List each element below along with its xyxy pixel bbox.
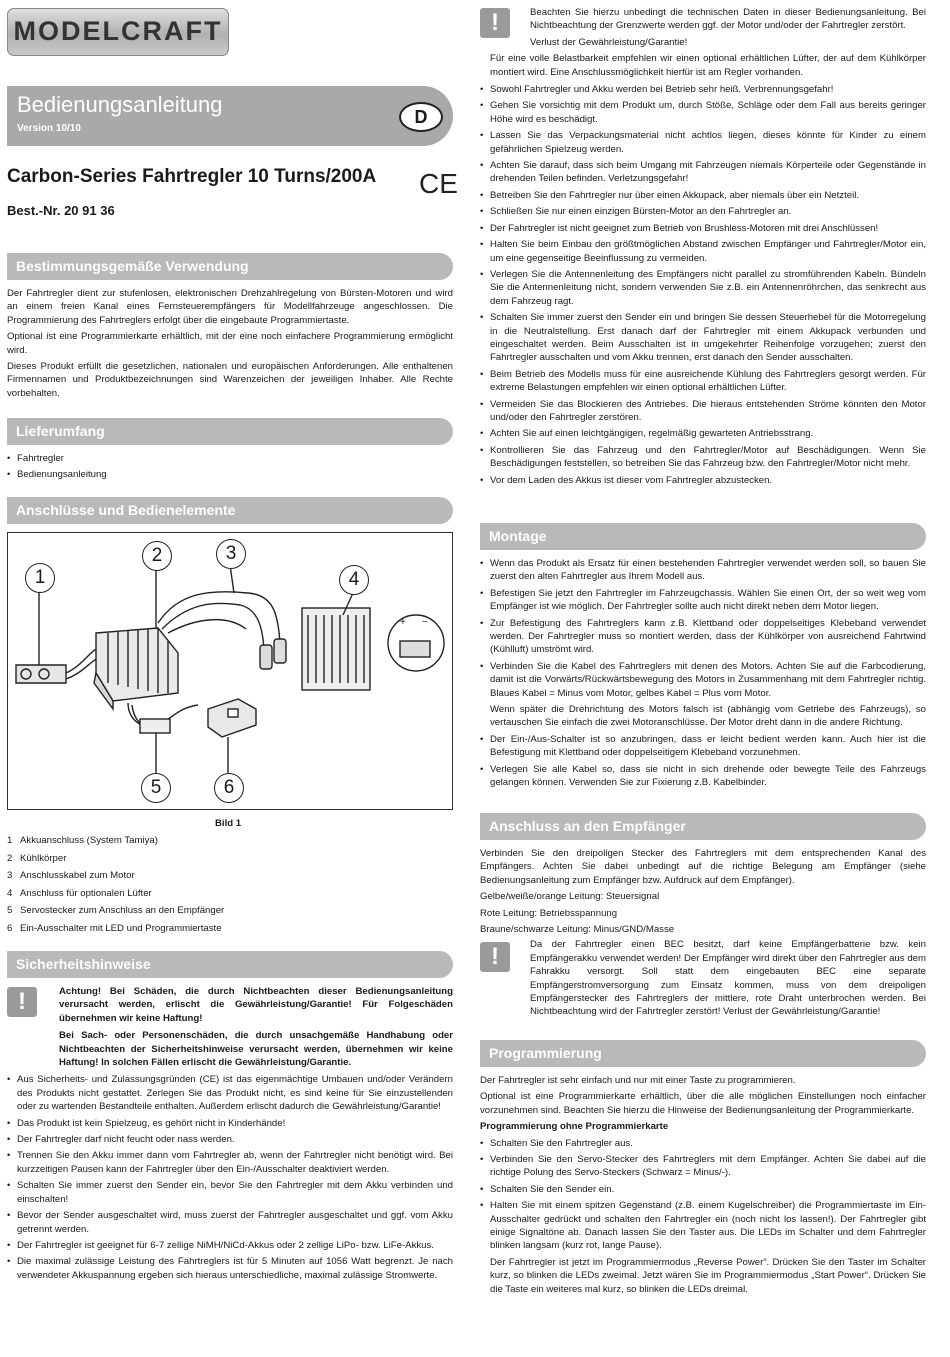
list-item: • Halten Sie mit einem spitzen Gegenstand (z.B. einem Kugelschreiber) die Programmiertaste im Ein-Ausschalter gedrückt und schalten den Fahrtregler ein (noch nicht los lassen!). Der Fahrtregler gibt einige Signaltöne ab. Danach lassen Sie den Taster aus. Die LEDs im Schalter und dem Fahrtregler blinken langsam (kurz rot, lange Pause). — [480, 1199, 926, 1253]
callout-2: 2 — [142, 541, 172, 571]
list-item: • Halten Sie beim Einbau den größtmöglichen Abstand zwischen Empfänger und Fahrtregler/Motor ein, um eine gegenseitige Beeinflussung zu vermeiden. — [480, 238, 926, 265]
callout-5: 5 — [141, 773, 171, 803]
list-item: • Beim Betrieb des Modells muss für eine ausreichende Kühlung des Fahrtreglers gesorgt werden. Für extreme Belastungen empfehlen wir einen optional erhältlichen Lüfter. — [480, 368, 926, 395]
section-connections — [7, 497, 453, 524]
paragraph: Wenn später die Drehrichtung des Motors falsch ist (abhängig vom Getriebe des Fahrzeugs), so vertauschen Sie einfach die zwei Motoranschlüsse. Der Motor dreht dann in die andere Richtung. — [490, 704, 926, 729]
list-item: 3 Anschlusskabel zum Motor — [7, 870, 135, 881]
title-banner — [7, 86, 453, 146]
warning-icon: ! — [7, 987, 37, 1017]
section-safety — [7, 951, 453, 1285]
list-item: • Schalten Sie den Sender ein. — [480, 1183, 926, 1196]
paragraph: Verbinden Sie den dreipoligen Stecker des Fahrtreglers mit dem entsprechenden Kanal des Empfängers. Achten Sie dabei unbedingt auf die richtige Belegung am Empfänger (siehe Bedienungsanleitung zum Empfänger bzw. Aufdruck auf dem Empfänger). — [480, 848, 926, 886]
section-heading: Bestimmungsgemäße Verwendung — [7, 253, 453, 280]
list-item: • Trennen Sie den Akku immer dann vom Fahrtregler ab, wenn der Fahrtregler nicht benötigt wird. Bei kurzzeitigen Pausen kann der Fahrtregler über den Ein-/Ausschalter deaktiviert werden. — [7, 1149, 453, 1176]
callout-3: 3 — [216, 539, 246, 569]
section-programming — [480, 1040, 926, 1296]
callout-4: 4 — [339, 565, 369, 595]
version-label: Version 10/10 — [17, 123, 81, 134]
list-item: • Sowohl Fahrtregler und Akku werden bei Betrieb sehr heiß. Verbrennungsgefahr! — [480, 83, 926, 96]
language-badge: D — [399, 102, 443, 132]
figure-esc-diagram — [7, 532, 453, 810]
section-scope-of-delivery — [7, 418, 453, 485]
list-item: • Achten Sie darauf, dass sich beim Umgang mit Fahrzeugen niemals Körperteile oder Gegenstände in drehenden Teilen befinden. Verletzungsgefahr! — [480, 159, 926, 186]
paragraph: Dieses Produkt erfüllt die gesetzlichen, nationalen und europäischen Anforderungen. Alle enthaltenen Firmennamen und Produktbezeichnungen sind Warenzeichen der jeweiligen Inhaber. Alle Rechte vorbehalten. — [7, 361, 453, 399]
brand-logo-text: MODELCRAFT — [13, 16, 223, 46]
warning-text: Beachten Sie hierzu unbedingt die technischen Daten in dieser Bedienungsanleitung. Bei Nichtbeachtung der Grenzwerte werden ggf. der Motor und/oder der Fahrtregler zerstört. — [530, 7, 926, 32]
list-item: • Betreiben Sie den Fahrtregler nur über einen Akkupack, aber niemals über ein Netzteil. — [480, 189, 926, 202]
list-item: • Schalten Sie immer zuerst den Sender ein, bevor Sie den Fahrtregler mit dem Akku verbinden und einschalten! — [7, 1179, 453, 1206]
paragraph: Der Fahrtregler ist sehr einfach und nur mit einer Taste zu programmieren. — [480, 1075, 796, 1086]
paragraph: Für eine volle Belastbarkeit empfehlen wir einen optional erhältlichen Lüfter, der auf dem Kühlkörper montiert wird. Eine Anschlussmöglichkeit hierfür ist am Regler vorhanden. — [490, 53, 926, 78]
warning-text: Verlust der Gewährleistung/Garantie! — [530, 36, 688, 48]
list-item: • Lassen Sie das Verpackungsmaterial nicht achtlos liegen, dieses könnte für Kinder zu einem gefährlichen Spielzeug werden. — [480, 129, 926, 156]
list-item: • Bevor der Sender ausgeschaltet wird, muss zuerst der Fahrtregler ausgeschaltet und ggf. vom Akku getrennt werden. — [7, 1209, 453, 1236]
callout-1: 1 — [25, 563, 55, 593]
section-intended-use — [7, 253, 453, 400]
list-item: • Vor dem Laden des Akkus ist dieser vom Fahrtregler abzustecken. — [480, 474, 926, 487]
warning-text: Da der Fahrtregler einen BEC besitzt, darf keine Empfängerbatterie bzw. kein Empfängerakku verwendet werden! Der Empfänger wird direkt über den Fahrtregler aus dem Fahrakku versorgt. Soll statt dem eingebauten BEC eine separate Empfängerstromversorgung zum Einsatz kommen, muss von dem dreipoligen Empfängerstecker des Fahrtreglers der mittlere, rote Draht unterbrochen werden. Bei Nichtbeachtung wird der Fahrtregler zerstört! Verlust der Gewährleistung/Garantie! — [530, 939, 926, 1018]
wire-brown: Braune/schwarze Leitung: Minus/GND/Masse — [480, 924, 675, 936]
section-heading: Sicherheitshinweise — [7, 951, 453, 978]
document-title: Bedienungsanleitung — [17, 92, 223, 117]
list-item: 2 Kühlkörper — [7, 852, 67, 864]
list-item: • Der Ein-/Aus-Schalter ist so anzubringen, dass er leicht bedient werden kann. Auch hier ist die Befestigung mit Klettband oder doppelseitigem Klebeband vorzunehmen. — [480, 733, 926, 760]
list-item: 1 Akkuanschluss (System Tamiya) — [7, 835, 158, 846]
warning-text: Bei Sach- oder Personenschäden, die durch unsachgemäße Handhabung oder Nichtbeachten der Sicherheitshinweise verursacht werden, übernehmen wir keine Haftung! In solchen Fällen erlischt die Gewährleistung/Garantie. — [59, 1030, 453, 1069]
list-item: • Befestigen Sie jetzt den Fahrtregler im Fahrzeugchassis. Wählen Sie einen Ort, der so weit weg vom Empfänger ist wie möglich. Der Fahrtregler sollte auch nicht direkt neben dem Motor liegen. — [480, 587, 926, 614]
brand-logo — [7, 8, 229, 56]
section-heading: Programmierung — [480, 1040, 926, 1067]
list-item: • Der Fahrtregler darf nicht feucht oder nass werden. — [7, 1133, 453, 1146]
paragraph: Der Fahrtregler ist jetzt im Programmiermodus „Reverse Power“. Drücken Sie den Taster im Schalter kurz, so blinken die LEDs zweimal. Jetzt wären Sie im Programmiermodus „Start Power“. Drücken Sie die Taste ein weiteres mal kurz, so blinken die LEDs dreimal. — [490, 1256, 926, 1295]
list-item: • Verlegen Sie alle Kabel so, dass sie nicht in sich drehende oder bewegte Teile des Fahrzeugs gelangen können. Verwenden Sie zur Fixierung z.B. Kabelbinder. — [480, 763, 926, 790]
wire-red: Rote Leitung: Betriebsspannung — [480, 907, 618, 919]
list-item: • Achten Sie auf einen leichtgängigen, regelmäßig gewarteten Antriebsstrang. — [480, 427, 926, 440]
list-item: • Schalten Sie den Fahrtregler aus. — [480, 1137, 926, 1150]
list-item: • Die maximal zulässige Leistung des Fahrtreglers ist für 5 Minuten auf 1056 Watt begrenzt. Je nach verwendeter Akkuspannung ergeben sich hieraus unterschiedliche, maximal zulässige Stromwerte. — [7, 1255, 453, 1282]
section-heading: Montage — [480, 523, 926, 550]
section-heading: Anschlüsse und Bedienelemente — [7, 497, 453, 524]
warning-icon: ! — [480, 942, 510, 972]
list-item: • Aus Sicherheits- und Zulassungsgründen (CE) ist das eigenmächtige Umbauen und/oder Verändern des Produkts nicht gestattet. Zerlegen Sie das Produkt nicht, es sind keine für Sie einzustellenden oder zu wartenden Bestandteile enthalten. Außerdem erlischt dadurch die Gewährleistung/Garantie! — [7, 1073, 453, 1113]
list-item: • Vermeiden Sie das Blockieren des Antriebes. Die hieraus entstehenden Ströme könnten den Motor und/oder den Fahrtregler zerstören. — [480, 398, 926, 425]
list-item: • Zur Befestigung des Fahrtreglers kann z.B. Klettband oder doppelseitiges Klebeband verwendet werden. Der Fahrtregler muss so montiert werden, dass der Kühlkörper von ausreichend Fahrtwind (Kühlluft) umströmt wird. — [480, 617, 926, 657]
section-heading: Anschluss an den Empfänger — [480, 813, 926, 840]
list-item: • Wenn das Produkt als Ersatz für einen bestehenden Fahrtregler verwendet werden soll, so bauen Sie zuerst den alten Fahrtregler aus Ihrem Modell aus. — [480, 557, 926, 584]
list-item: • Verbinden Sie den Servo-Stecker des Fahrtreglers mit dem Empfänger. Achten Sie dabei auf die richtige Polung des Servo-Steckers (Schwarz = Minus/-). — [480, 1153, 926, 1180]
section-receiver — [480, 813, 926, 1019]
esc-illustration — [8, 533, 452, 809]
list-item: • Fahrtregler — [7, 452, 453, 465]
paragraph: Optional ist eine Programmierkarte erhältlich, mit der eine noch einfachere Programmierung ermöglicht wird. — [7, 331, 453, 356]
list-item: • Kontrollieren Sie das Fahrzeug und den Fahrtregler/Motor auf Beschädigungen. Wenn Sie Beschädigungen feststellen, so betreiben Sie das Fahrzeug bzw. den Fahrtregler/Motor nicht mehr. — [480, 444, 926, 471]
list-item: • Schalten Sie immer zuerst den Sender ein und bringen Sie dessen Steuerhebel für die Motorregelung in die Neutralstellung. Erst danach darf der Fahrtregler mit einem Akkupack verbunden und eingeschaltet werden. Beim Ausschalten ist in umgekehrter Reihenfolge vorzugehen; zuerst den Fahrtregler ausschalten und vom Akku trennen, erst danach den Sender ausschalten. — [480, 311, 926, 365]
callout-6: 6 — [214, 773, 244, 803]
order-number: Best.-Nr. 20 91 36 — [7, 203, 115, 218]
svg-text:+: + — [400, 617, 406, 628]
paragraph: Der Fahrtregler dient zur stufenlosen, elektronischen Drehzahlregelung von Bürsten-Motoren und wird an einem freien Kanal eines Fernsteuerempfängers für Modellfahrzeuge angeschlossen. Die Programmierung des Fahrtreglers erfolgt über die eingebaute Programmiertaste. — [7, 288, 453, 326]
list-item: • Verbinden Sie die Kabel des Fahrtreglers mit denen des Motors. Achten Sie auf die Farbcodierung, damit ist die Vorwärts/Rückwärtsbewegung des Motors in Zusammenhang mit dem Fahrtregler richtig. Blaues Kabel = Minus vom Motor, gelbes Kabel = Plus vom Motor. Wenn später die Drehrichtung des Motors falsch ist (abhängig vom Getriebe des Fahrzeugs), so vertauschen Sie einfach die zwei Motoranschlüsse. Der Motor dreht dann in die andere Richtung. — [480, 660, 926, 730]
paragraph: Optional ist eine Programmierkarte erhältlich, über die alle möglichen Einstellungen noch einfacher vorzunehmen sind. Beachten Sie hierzu die Hinweise der Bedienungsanleitung der Programmierkarte. — [480, 1091, 926, 1116]
list-item: 6 Ein-Ausschalter mit LED und Programmiertaste — [7, 922, 222, 934]
list-item: • Das Produkt ist kein Spielzeug, es gehört nicht in Kinderhände! — [7, 1117, 453, 1130]
list-item: • Bedienungsanleitung — [7, 468, 453, 481]
ce-mark-icon: CE — [419, 168, 458, 199]
warning-icon: ! — [480, 8, 510, 38]
list-item: • Der Fahrtregler ist nicht geeignet zum Betrieb von Brushless-Motoren mit drei Anschlüssen! — [480, 222, 926, 235]
wire-yellow: Gelbe/weiße/orange Leitung: Steuersignal — [480, 891, 660, 903]
list-item: • Der Fahrtregler ist geeignet für 6-7 zellige NiMH/NiCd-Akkus oder 2 zellige LiPo- bzw. LiFe-Akkus. — [7, 1239, 453, 1252]
list-item: 4 Anschluss für optionalen Lüfter — [7, 887, 152, 899]
section-heading: Lieferumfang — [7, 418, 453, 445]
product-title: Carbon-Series Fahrtregler 10 Turns/200A — [7, 166, 377, 187]
list-item: 5 Servostecker zum Anschluss an den Empfänger — [7, 905, 225, 916]
section-montage — [480, 523, 926, 793]
parts-list — [7, 832, 453, 937]
safety-continued — [480, 6, 926, 490]
list-item: • Verlegen Sie die Antennenleitung des Empfängers nicht parallel zu stromführenden Kabeln. Bündeln Sie die Antennenleitung nicht, sondern verwenden Sie z.B. ein Antennenröhrchen, das senkrecht aus dem Fahrzeug ragt. — [480, 268, 926, 308]
list-item: • Schließen Sie nur einen einzigen Bürsten-Motor an den Fahrtregler an. — [480, 205, 926, 218]
svg-text:−: − — [422, 617, 428, 628]
warning-text: Achtung! Bei Schäden, die durch Nichtbeachten dieser Bedienungsanleitung verursacht werden, erlischt die Gewährleistung/Garantie! Für Folgeschäden übernehmen wir keine Haftung! — [59, 986, 453, 1024]
figure-caption: Bild 1 — [215, 818, 242, 829]
list-item: • Gehen Sie vorsichtig mit dem Produkt um, durch Stöße, Schläge oder dem Fall aus bereits geringer Höhe wird es beschädigt. — [480, 99, 926, 126]
subheading: Programmierung ohne Programmierkarte — [480, 1121, 669, 1133]
